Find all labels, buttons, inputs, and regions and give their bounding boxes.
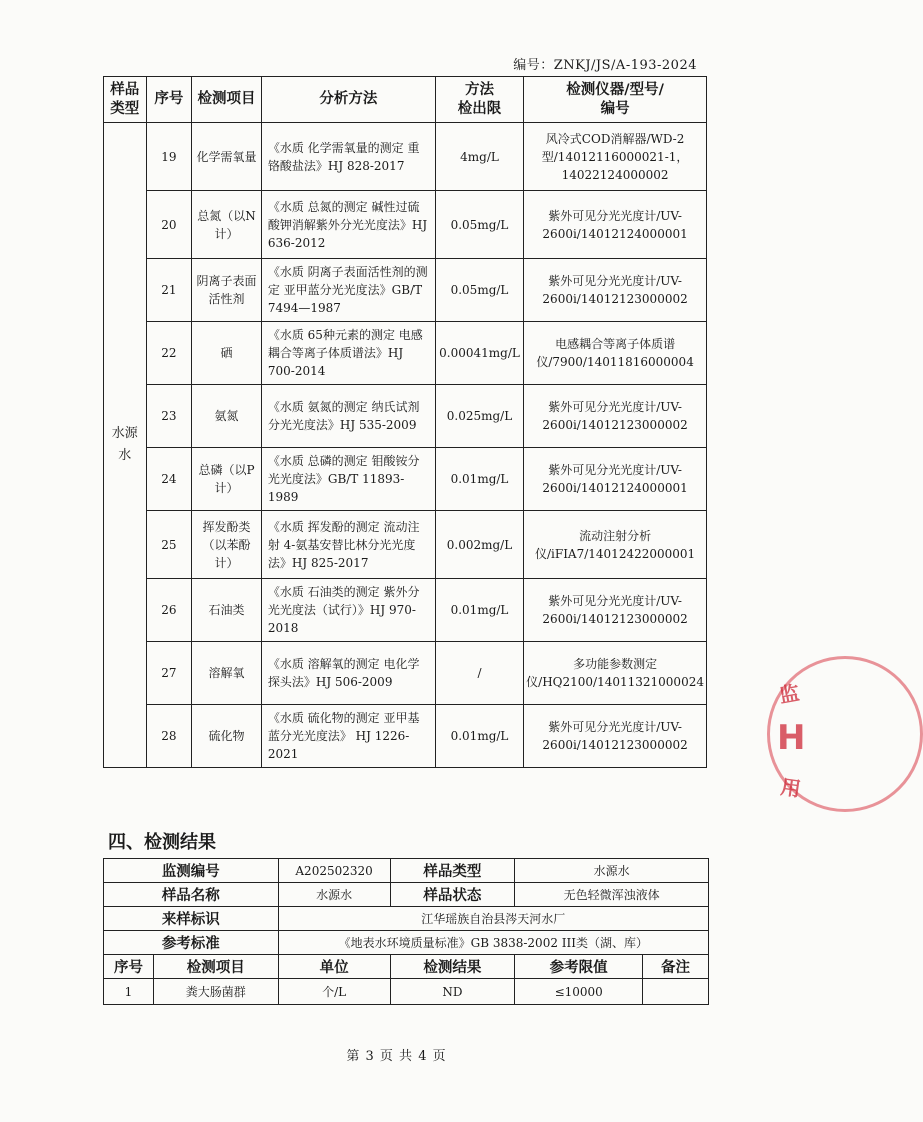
row-no: 26 [146,579,192,642]
table-row [104,511,707,579]
row-instrument: 紫外可见分光光度计/UV-2600i/14012123000002 [524,579,707,642]
row-item: 阴离子表面活性剂 [192,259,262,322]
table-row [104,579,707,642]
header-limit: 方法 检出限 [435,77,523,123]
result-value: ND [390,979,515,1005]
sample-state-value: 无色轻微浑浊液体 [515,883,709,907]
results-header-row [104,955,709,979]
sample-state-label: 样品状态 [390,883,515,907]
row-instrument: 电感耦合等离子体质谱仪/7900/14011816000004 [524,322,707,385]
row-instrument: 紫外可见分光光度计/UV-2600i/14012123000002 [524,385,707,448]
sample-type-value: 水源水 [515,859,709,883]
row-instrument: 紫外可见分光光度计/UV-2600i/14012124000001 [524,191,707,259]
result-limit: ≤10000 [515,979,643,1005]
row-instrument: 紫外可见分光光度计/UV-2600i/14012123000002 [524,705,707,768]
row-no: 25 [146,511,192,579]
row-item: 化学需氧量 [192,123,262,191]
row-no: 20 [146,191,192,259]
header-no: 序号 [146,77,192,123]
result-no: 1 [104,979,154,1005]
row-item: 石油类 [192,579,262,642]
results-info-row [104,859,709,883]
results-header-note: 备注 [643,955,709,979]
results-section-title: 四、检测结果 [108,832,216,853]
row-method: 《水质 65种元素的测定 电感耦合等离子体质谱法》HJ 700-2014 [261,322,435,385]
results-table [103,858,709,1005]
row-item: 氨氮 [192,385,262,448]
row-no: 24 [146,448,192,511]
standard-value: 《地表水环境质量标准》GB 3838-2002 III类（湖、库） [278,931,708,955]
row-limit: 0.002mg/L [435,511,523,579]
row-item: 总磷（以P计） [192,448,262,511]
monitor-no-value: A202502320 [278,859,390,883]
red-seal-stamp [763,656,807,816]
row-no: 27 [146,642,192,705]
row-limit: 0.025mg/L [435,385,523,448]
table-row [104,448,707,511]
standard-label: 参考标准 [104,931,279,955]
row-item: 硫化物 [192,705,262,768]
row-item: 硒 [192,322,262,385]
row-limit: 0.01mg/L [435,448,523,511]
results-info-row [104,907,709,931]
table-row [104,123,707,191]
header-instrument: 检测仪器/型号/ 编号 [524,77,707,123]
table-row [104,322,707,385]
row-no: 22 [146,322,192,385]
results-info-row [104,883,709,907]
source-value: 江华瑶族自治县涔天河水厂 [278,907,708,931]
row-limit: 0.00041mg/L [435,322,523,385]
seal-mark-top: 监 [777,680,802,708]
header-item: 检测项目 [192,77,262,123]
row-method: 《水质 挥发酚的测定 流动注射 4-氨基安替比林分光光度法》HJ 825-2017 [261,511,435,579]
document-number: 编号：ZNKJ/JS/A-193-2024 [513,58,697,73]
page-footer: 第 3 页 共 4 页 [346,1049,447,1064]
row-limit: 0.01mg/L [435,705,523,768]
results-header-unit: 单位 [278,955,390,979]
seal-mark-mid: H [777,718,806,758]
results-header-no: 序号 [104,955,154,979]
table-row [104,191,707,259]
results-header-item: 检测项目 [153,955,278,979]
sample-type-text: 水源水 [111,426,138,463]
row-limit: 0.05mg/L [435,191,523,259]
row-item: 挥发酚类（以苯酚计） [192,511,262,579]
table-row [104,979,709,1005]
row-method: 《水质 化学需氧量的测定 重铬酸盐法》HJ 828-2017 [261,123,435,191]
row-no: 28 [146,705,192,768]
row-method: 《水质 阴离子表面活性剂的测定 亚甲蓝分光光度法》GB/T 7494—1987 [261,259,435,322]
row-method: 《水质 石油类的测定 紫外分光光度法（试行）》HJ 970-2018 [261,579,435,642]
row-item: 总氮（以N计） [192,191,262,259]
table-row [104,705,707,768]
row-method: 《水质 总磷的测定 钼酸铵分光光度法》GB/T 11893-1989 [261,448,435,511]
row-method: 《水质 溶解氧的测定 电化学探头法》HJ 506-2009 [261,642,435,705]
sample-name-value: 水源水 [278,883,390,907]
row-instrument: 风冷式COD消解器/WD-2型/14012116000021-1，14022124000002 [524,123,707,191]
row-limit: 0.05mg/L [435,259,523,322]
seal-mark-bottom: 用 [779,774,803,802]
results-header-result: 检测结果 [390,955,515,979]
results-header-limit: 参考限值 [515,955,643,979]
row-limit: / [435,642,523,705]
row-instrument: 紫外可见分光光度计/UV-2600i/14012123000002 [524,259,707,322]
methods-table [103,76,707,768]
row-method: 《水质 氨氮的测定 纳氏试剂分光光度法》HJ 535-2009 [261,385,435,448]
result-unit: 个/L [278,979,390,1005]
monitor-no-label: 监测编号 [104,859,279,883]
table-row [104,385,707,448]
results-info-row [104,931,709,955]
row-method: 《水质 硫化物的测定 亚甲基蓝分光光度法》 HJ 1226-2021 [261,705,435,768]
table-row [104,642,707,705]
row-method: 《水质 总氮的测定 碱性过硫酸钾消解紫外分光光度法》HJ 636-2012 [261,191,435,259]
row-instrument: 多功能参数测定仪/HQ2100/14011321000024 [524,642,707,705]
row-instrument: 紫外可见分光光度计/UV-2600i/14012124000001 [524,448,707,511]
header-method: 分析方法 [261,77,435,123]
table-row [104,259,707,322]
row-no: 23 [146,385,192,448]
row-limit: 0.01mg/L [435,579,523,642]
row-item: 溶解氧 [192,642,262,705]
header-sample-type: 样品 类型 [104,77,147,123]
sample-name-label: 样品名称 [104,883,279,907]
row-limit: 4mg/L [435,123,523,191]
methods-header-row [104,77,707,123]
row-no: 19 [146,123,192,191]
row-no: 21 [146,259,192,322]
source-label: 来样标识 [104,907,279,931]
sample-type-label: 样品类型 [390,859,515,883]
row-instrument: 流动注射分析仪/iFIA7/14012422000001 [524,511,707,579]
sample-type-cell [104,123,147,768]
result-item: 粪大肠菌群 [153,979,278,1005]
result-note [643,979,709,1005]
